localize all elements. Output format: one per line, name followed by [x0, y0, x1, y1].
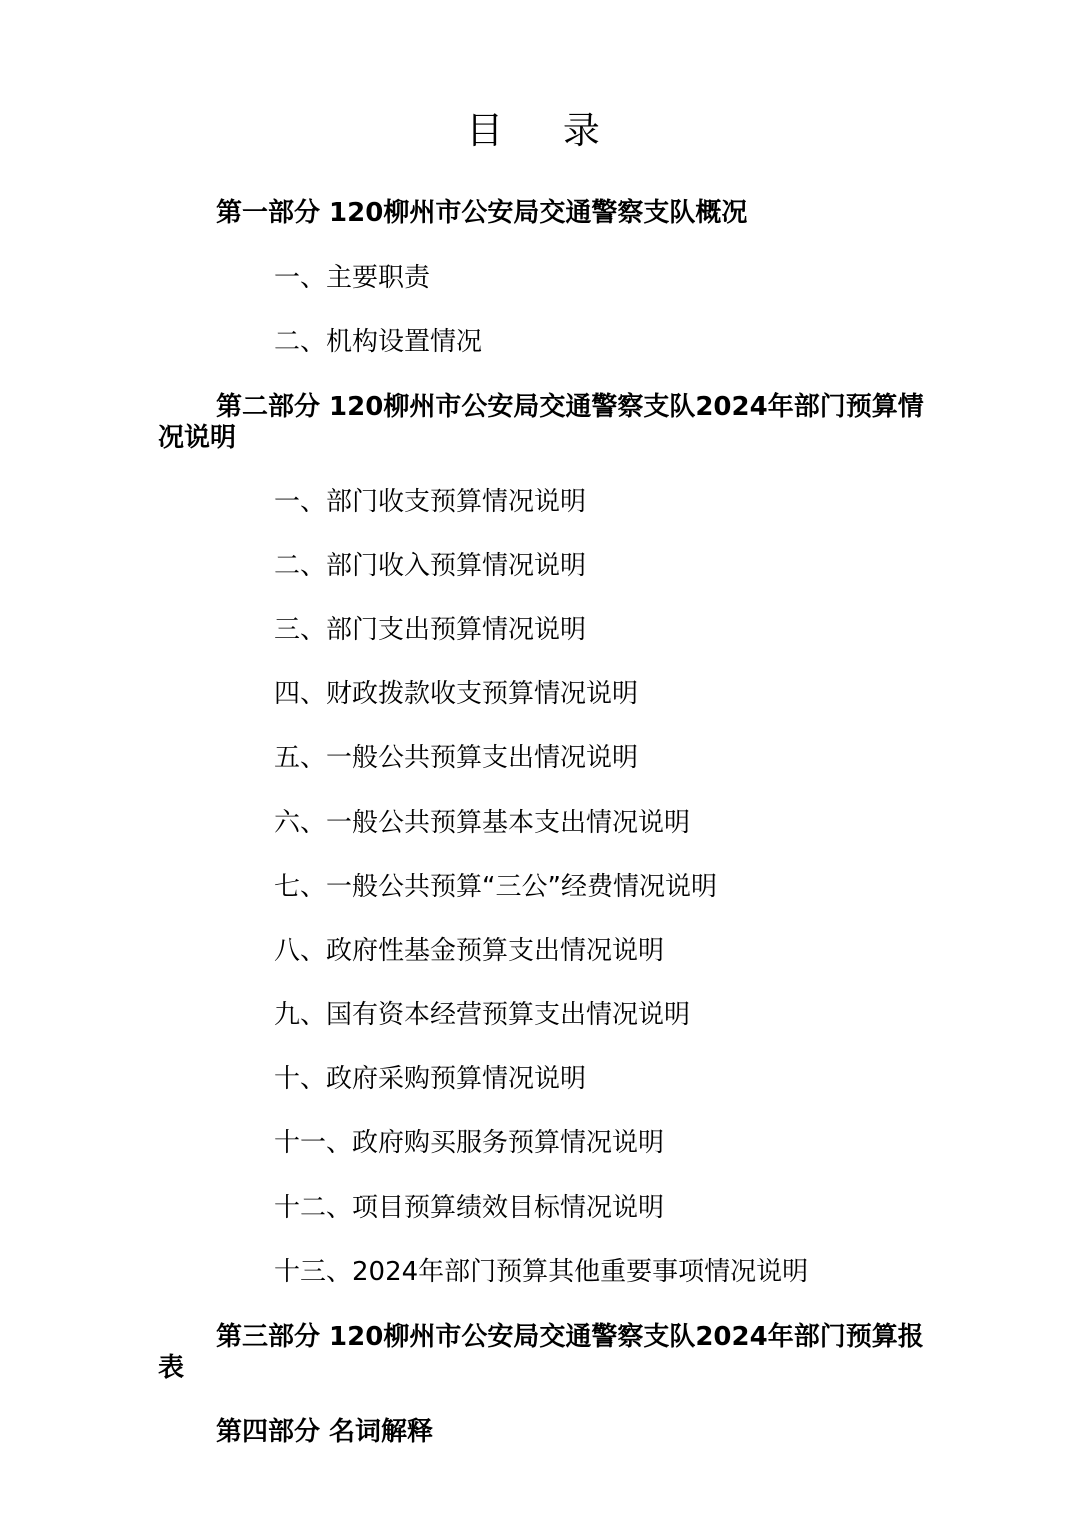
part-1-item-1: 一、主要职责 [274, 263, 431, 293]
part-2-item-9: 九、国有资本经营预算支出情况说明 [274, 1000, 691, 1030]
part-1-item-2: 二、机构设置情况 [274, 327, 483, 357]
part-2-item-13: 十三、2024年部门预算其他重要事项情况说明 [274, 1257, 809, 1287]
toc-title: 目 录 [466, 109, 624, 152]
part-1-heading: 第一部分 120柳州市公安局交通警察支队概况 [216, 198, 748, 228]
part-4-heading: 第四部分 名词解释 [216, 1417, 434, 1447]
part-2-item-8: 八、政府性基金预算支出情况说明 [274, 936, 665, 966]
part-2-item-5: 五、一般公共预算支出情况说明 [274, 743, 639, 773]
part-2-item-12: 十二、项目预算绩效目标情况说明 [274, 1193, 665, 1223]
part-2-item-7: 七、一般公共预算“三公”经费情况说明 [274, 872, 717, 902]
part-2-item-3: 三、部门支出预算情况说明 [274, 615, 587, 645]
part-2-item-2: 二、部门收入预算情况说明 [274, 551, 587, 581]
part-2-item-1: 一、部门收支预算情况说明 [274, 487, 587, 517]
part-2-item-6: 六、一般公共预算基本支出情况说明 [274, 808, 691, 838]
part-2-item-10: 十、政府采购预算情况说明 [274, 1064, 587, 1094]
part-2-item-4: 四、财政拨款收支预算情况说明 [274, 679, 639, 709]
part-3-heading: 第三部分 120柳州市公安局交通警察支队2024年部门预算报表 [158, 1322, 924, 1383]
part-2-item-11: 十一、政府购买服务预算情况说明 [274, 1128, 665, 1158]
part-2-heading: 第二部分 120柳州市公安局交通警察支队2024年部门预算情况说明 [158, 392, 924, 453]
